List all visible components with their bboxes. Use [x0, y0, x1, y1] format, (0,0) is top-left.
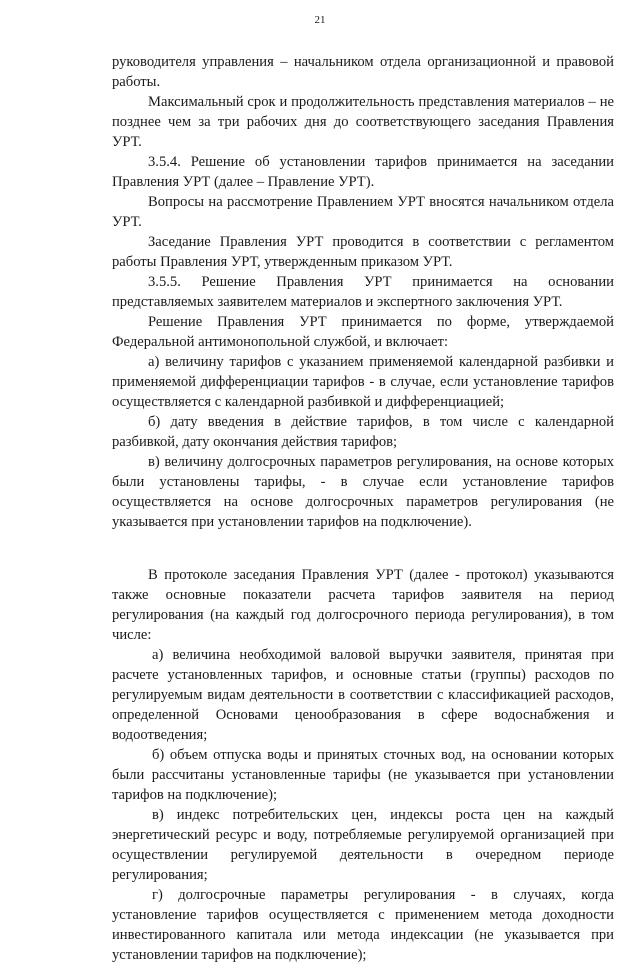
- paragraph: Максимальный срок и продолжительность представления материалов – не позднее чем за три рабочих дня до соответствующего заседания Правления УРТ.: [112, 94, 614, 150]
- paragraph: руководителя управления – начальником отдела организационной и правовой работы.: [112, 54, 614, 90]
- list-item: в) индекс потребительских цен, индексы роста цен на каждый энергетический ресурс и воду, потребляемые регулируемой организацией при осуществлении регулируемой деятельности в очередном периоде регулирования;: [112, 807, 614, 883]
- paragraph: 3.5.4. Решение об установлении тарифов принимается на заседании Правления УРТ (далее – Правление УРТ).: [112, 154, 614, 190]
- page-number: 21: [314, 14, 326, 26]
- paragraph: Вопросы на рассмотрение Правлением УРТ вносятся начальником отдела УРТ.: [112, 194, 614, 230]
- list-item: б) дату введения в действие тарифов, в том числе с календарной разбивкой, дату окончания действия тарифов;: [112, 414, 614, 450]
- document-body: [112, 52, 614, 965]
- paragraph: Решение Правления УРТ принимается по форме, утверждаемой Федеральной антимонопольной службой, и включает:: [112, 314, 614, 350]
- list-item: б) объем отпуска воды и принятых сточных вод, на основании которых были рассчитаны установленные тарифы (не указывается при установлении тарифов на подключение);: [112, 747, 614, 803]
- paragraph: Заседание Правления УРТ проводится в соответствии с регламентом работы Правления УРТ, утвержденным приказом УРТ.: [112, 234, 614, 270]
- list-item: а) величина необходимой валовой выручки заявителя, принятая при расчете установленных тарифов, и основные статьи (группы) расходов по регулируемым видам деятельности в соответствии с классификацией расходов, определенной Основами ценообразования в сфере водоснабжения и водоотведения;: [112, 647, 614, 743]
- list-item: а) величину тарифов с указанием применяемой календарной разбивки и применяемой дифференциации тарифов - в случае, если установление тарифов осуществляется с календарной разбивкой и дифференциацией;: [112, 354, 614, 410]
- paragraph: 3.5.5. Решение Правления УРТ принимается на основании представляемых заявителем материалов и экспертного заключения УРТ.: [112, 274, 614, 310]
- section-gap: [112, 532, 614, 565]
- list-item: в) величину долгосрочных параметров регулирования, на основе которых были установлены тарифы, - в случае если установление тарифов осуществляется на основе долгосрочных параметров регулирования (не указывается при установлении тарифов на подключение).: [112, 454, 614, 530]
- paragraph: В протоколе заседания Правления УРТ (далее - протокол) указываются также основные показатели расчета тарифов заявителя на период регулирования (на каждый год долгосрочного периода регулирования), в том числе:: [112, 567, 614, 643]
- list-item: г) долгосрочные параметры регулирования - в случаях, когда установление тарифов осуществляется с применением метода доходности инвестированного капитала или метода индексации (не указывается при установлении тарифов на подключение);: [112, 887, 614, 963]
